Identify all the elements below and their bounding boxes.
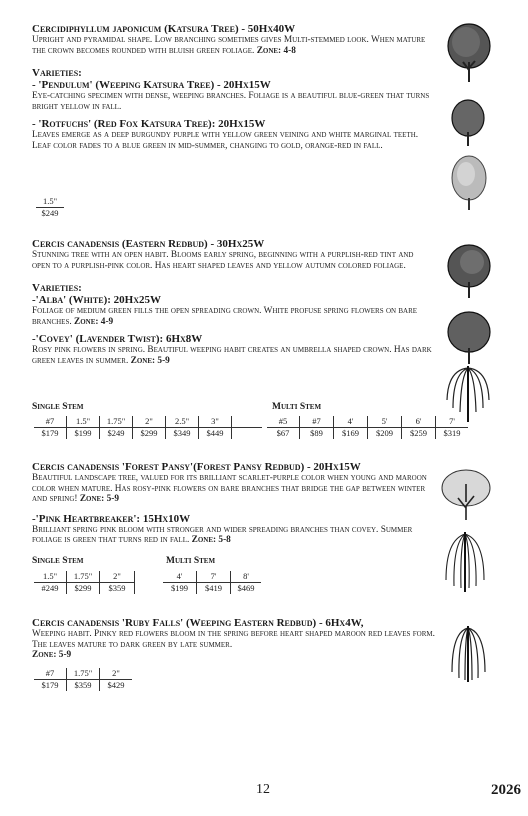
price-cell: $299: [67, 583, 100, 595]
heartbreaker-single-price-table: [34, 571, 135, 594]
eastern-redbud-section: [32, 238, 442, 367]
heartbreaker-multi-price-table: [163, 571, 261, 594]
price-cell: $419: [197, 583, 231, 595]
heartbreaker-single-stem-label: Single Stem: [32, 556, 84, 566]
covey-desc: Rosy pink flowers in spring. Beautiful weeping habit creates an umbrella shaped crown. Has dark green leaves in summer.: [32, 345, 432, 366]
price-cell: $67: [267, 428, 300, 440]
price-cell: $349: [166, 428, 199, 440]
price-cell: $319: [443, 428, 461, 438]
size-cell: 4': [334, 416, 368, 428]
redbud-multi-price-table: [267, 416, 468, 439]
size-cell: 2.5": [166, 416, 199, 428]
ruby-falls-price-table: [34, 668, 132, 691]
heartbreaker-multi-stem-label: Multi Stem: [166, 556, 216, 566]
price-cell: #249: [34, 583, 67, 595]
size-cell: #5: [267, 416, 300, 428]
ruby-falls-title: Cercis canadensis 'Ruby Falls' (Weeping Eastern Redbud) - 6Hx4W,: [32, 617, 364, 629]
catalog-year: 2026: [491, 782, 521, 798]
size-cell: #7: [34, 416, 67, 428]
size-cell: 8': [231, 571, 262, 583]
rotfuchs-price-table: [36, 196, 64, 219]
ruby-falls-section: [32, 617, 442, 661]
pendulum-title: - 'Pendulum' (Weeping Katsura Tree) - 20Hx15W: [32, 79, 271, 92]
price-cell: $429: [107, 680, 125, 690]
forest-pansy-zone: Zone: 5-9: [79, 494, 119, 505]
redbud-varieties-heading: Varieties:: [32, 282, 82, 295]
size-cell: 1.75": [67, 668, 100, 680]
price-cell: $259: [402, 428, 436, 440]
price-cell: $359: [67, 680, 100, 692]
price-cell: $469: [237, 583, 255, 593]
redbud-single-price-table: [34, 416, 262, 439]
eastern-redbud-desc: Stunning tree with an open habit. Blooms early spring, beginning with a purplish-red tint and open to a purplish-pink color. Has heart shaped leaves and yellow autumn colored foliage.: [32, 250, 414, 271]
price-cell: $199: [163, 583, 197, 595]
forest-pansy-desc: Beautiful landscape tree, valued for its brilliant scarlet-purple color when young and maroon color when mature. Has rosy-pink flowers on bare branches that bridge the gap between winter and spring!: [32, 473, 427, 505]
size-cell: 6': [402, 416, 436, 428]
price-cell: $179: [34, 680, 67, 692]
size-cell: 2": [100, 668, 133, 680]
price-cell: $209: [368, 428, 402, 440]
eastern-redbud-tree-illustration: [446, 242, 492, 300]
katsura-title: Cercidiphyllum japonicum (Katsura Tree) - 50Hx40W: [32, 23, 296, 35]
price-cell: $169: [334, 428, 368, 440]
size-cell: 4': [163, 571, 197, 583]
size-cell: 3": [199, 416, 232, 428]
covey-title: -'Covey' (Lavender Twist): 6Hx8W: [32, 333, 203, 346]
size-cell: 2": [133, 416, 166, 428]
covey-tree-illustration: [443, 360, 493, 424]
price-cell: $449: [199, 428, 232, 440]
pink-heartbreaker-desc: Brilliant spring pink bloom with stronger and wider spreading branches than covey. Summer foliage is green that turns red in fall.: [32, 524, 413, 546]
katsura-tree-illustration: [446, 22, 492, 84]
pink-heartbreaker-tree-illustration: [440, 528, 490, 594]
size-cell: 7': [197, 571, 231, 583]
page-number: 12: [256, 782, 270, 797]
size-cell: 1.5": [34, 571, 67, 583]
eastern-redbud-title: Cercis canadensis (Eastern Redbud) - 30Hx25W: [32, 238, 265, 250]
price-cell: $199: [67, 428, 100, 440]
pendulum-desc: Eye-catching specimen with dense, weeping branches. Foliage is a beautiful blue-green that turns bright yellow in fall.: [32, 91, 430, 112]
forest-pansy-section: [32, 461, 442, 546]
alba-zone: Zone: 4-9: [74, 316, 114, 327]
size-cell: 2": [100, 571, 135, 583]
size-cell: #7: [300, 416, 334, 428]
price-cell: $179: [34, 428, 67, 440]
alba-title: -'Alba' (White): 20Hx25W: [32, 294, 161, 307]
katsura-varieties-heading: Varieties:: [32, 67, 82, 80]
alba-desc: Foliage of medium green fills the open spreading crown. White profuse spring flowers on bare branches.: [32, 306, 418, 327]
katsura-section: [32, 23, 442, 152]
katsura-desc: Upright and pyramidal shape. Low branching sometimes gives Multi-stemmed look. When mature the crown becomes rounded with bluish green foliage.: [32, 35, 426, 56]
katsura-zone: Zone: 4-8: [256, 45, 296, 56]
size-cell: 7': [436, 416, 469, 428]
size-cell: 1.75": [67, 571, 100, 583]
pink-heartbreaker-zone: Zone: 5-8: [191, 535, 231, 546]
ruby-falls-zone: Zone: 5-9: [32, 650, 72, 661]
size-cell: 1.5": [67, 416, 100, 428]
rotfuchs-tree-illustration: [450, 154, 488, 212]
pink-heartbreaker-title: -'Pink Heartbreaker': 15Hx10W: [32, 512, 191, 525]
rotfuchs-title: - 'Rotfuchs' (Red Fox Katsura Tree): 20Hx15W: [32, 118, 266, 131]
redbud-single-stem-label: Single Stem: [32, 402, 84, 412]
pendulum-tree-illustration: [450, 98, 486, 148]
rotfuchs-desc: Leaves emerge as a deep burgundy purple with yellow green veining and white marginal teeth. Leaf color fades to a blue green in mid-summer, changing to gold, orange-red in fall.: [32, 130, 419, 151]
forest-pansy-title: Cercis canadensis 'Forest Pansy'(Forest Pansy Redbud) - 20Hx15W: [32, 461, 361, 473]
covey-zone: Zone: 5-9: [130, 355, 170, 366]
ruby-falls-tree-illustration: [446, 622, 490, 684]
forest-pansy-tree-illustration: [440, 466, 492, 522]
price-cell: $299: [133, 428, 166, 440]
alba-tree-illustration: [446, 310, 492, 366]
price-cell: $359: [100, 583, 135, 595]
ruby-falls-desc: Weeping habit. Pinky red flowers bloom in the spring before heart shaped maroon red leaves form. The leaves mature to dark green by late summer.: [32, 629, 435, 650]
size-cell: 5': [368, 416, 402, 428]
redbud-multi-stem-label: Multi Stem: [272, 402, 322, 412]
price-cell: $249: [41, 208, 59, 218]
size-cell: 1.5": [36, 196, 64, 208]
size-cell: 1.75": [100, 416, 133, 428]
price-cell: $89: [300, 428, 334, 440]
price-cell: $249: [100, 428, 133, 440]
size-cell: #7: [34, 668, 67, 680]
